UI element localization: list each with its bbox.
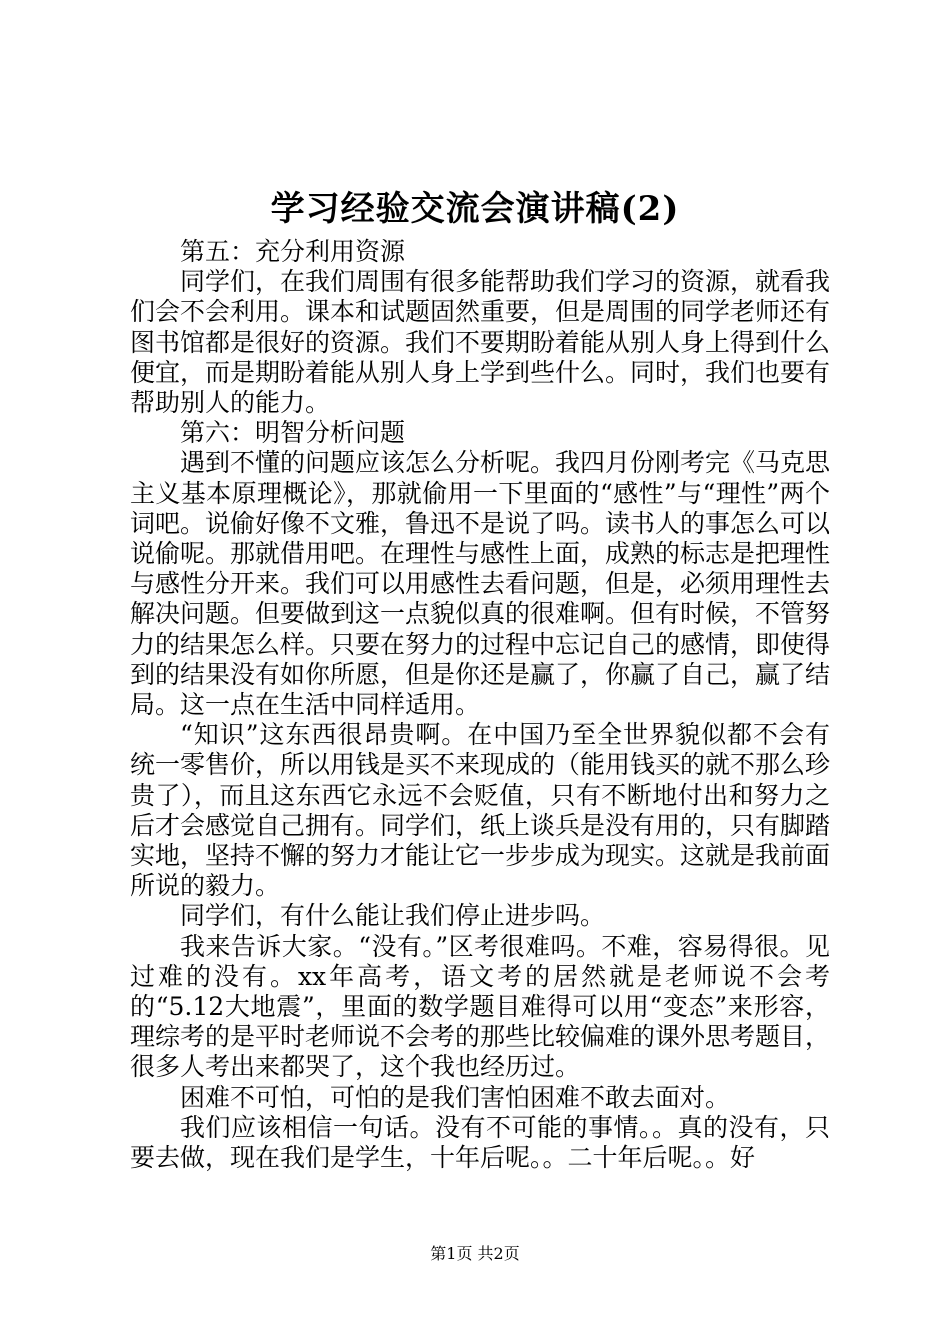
section-heading-5: 第五：充分利用资源 xyxy=(180,237,406,266)
paragraph-resources: 同学们，在我们周围有很多能帮助我们学习的资源，就看我们会不会利用。课本和试题固然重要，但是周围的同学老师还有图书馆都是很好的资源。我们不要期盼着能从别人身上得到什么便宜，而是期盼着能从别人身上学到些什么。同时，我们也要有帮助别人的能力。 xyxy=(130,267,831,418)
document-body xyxy=(130,237,830,1173)
paragraph-question: 同学们，有什么能让我们停止进步吗。 xyxy=(180,901,606,931)
paragraph-knowledge: “知识”这东西很昂贵啊。在中国乃至全世界貌似都不会有统一零售价，所以用钱是买不来现成的（能用钱买的就不那么珍贵了），而且这东西它永远不会贬值，只有不断地付出和努力之后才会感觉自己拥有。同学们，纸上谈兵是没有用的，只有脚踏实地，坚持不懈的努力才能让它一步步成为现实。这就是我前面所说的毅力。 xyxy=(130,720,831,901)
document-title: 学习经验交流会演讲稿(2) xyxy=(270,189,680,229)
paragraph-analysis: 遇到不懂的问题应该怎么分析呢。我四月份刚考完《马克思主义基本原理概论》，那就偷用一下里面的“感性”与“理性”两个词吧。说偷好像不文雅，鲁迅不是说了吗。读书人的事怎么可以说偷呢。那就借用吧。在理性与感性上面，成熟的标志是把理性与感性分开来。我们可以用感性去看问题，但是，必须用理性去解决问题。但要做到这一点貌似真的很难啊。但有时候，不管努力的结果怎么样。只要在努力的过程中忘记自己的感情，即使得到的结果没有如你所愿，但是你还是赢了，你赢了自己，赢了结局。这一点在生活中同样适用。 xyxy=(130,448,831,720)
paragraph-exam: 我来告诉大家。“没有。”区考很难吗。不难，容易得很。见过难的没有。xx年高考，语文考的居然就是老师说不会考的“5.12大地震”，里面的数学题目难得可以用“变态”来形容，理综考的是平时老师说不会考的那些比较偏难的课外思考题目，很多人考出来都哭了，这个我也经历过。 xyxy=(130,931,831,1082)
page-footer: 第1页 共2页 xyxy=(430,1244,520,1263)
paragraph-belief: 我们应该相信一句话。没有不可能的事情。。真的没有，只要去做，现在我们是学生，十年后呢。。二十年后呢。。好 xyxy=(130,1112,830,1173)
section-heading-6: 第六：明智分析问题 xyxy=(180,418,406,448)
paragraph-difficulty: 困难不可怕，可怕的是我们害怕困难不敢去面对。 xyxy=(180,1082,731,1112)
